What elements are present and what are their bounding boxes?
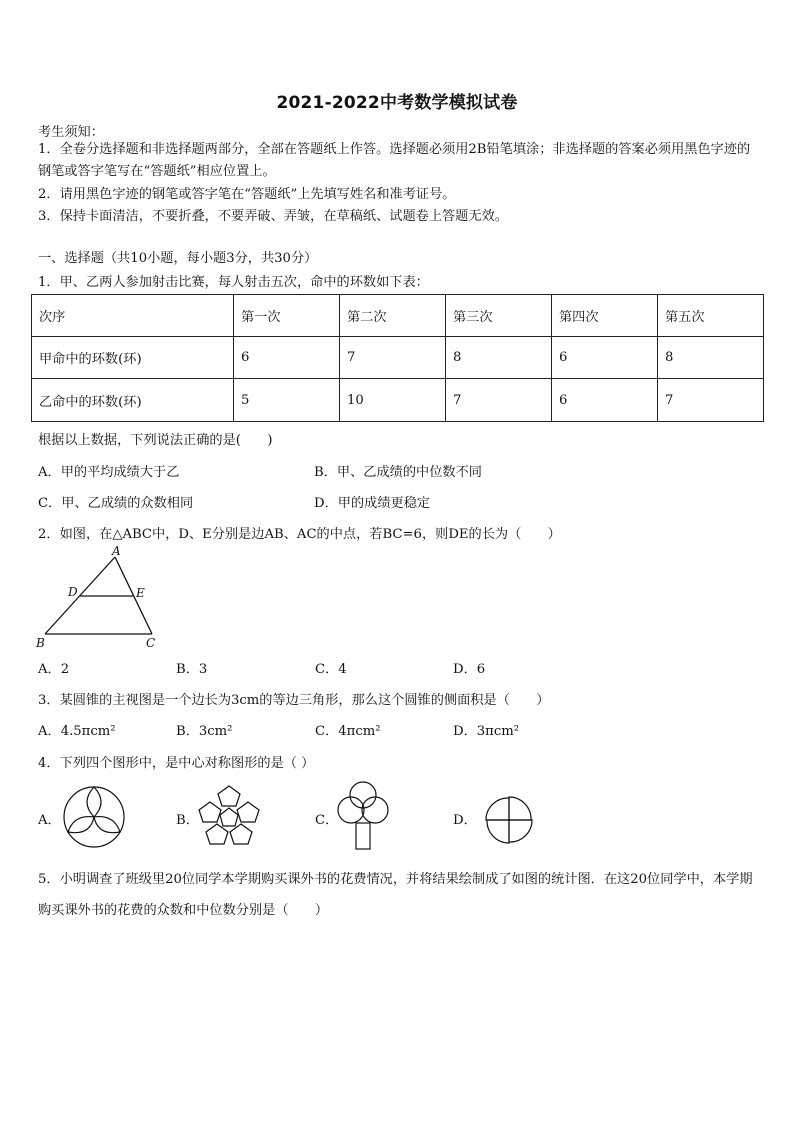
table-cell: 甲命中的环数(环) [32, 337, 234, 379]
table-row [32, 337, 764, 379]
pinwheel-icon [476, 794, 542, 846]
table-header-row [32, 295, 764, 337]
label-c: C [146, 636, 156, 650]
table-cell: 5 [234, 379, 340, 422]
q2-option-b[interactable]: B．3 [176, 662, 208, 677]
table-header-cell: 第五次 [658, 295, 764, 337]
label-e: E [136, 586, 145, 600]
table-cell: 乙命中的环数(环) [32, 379, 234, 422]
q3-stem: 3．某圆锥的主视图是一个边长为3cm的等边三角形，那么这个圆锥的侧面积是（ ） [38, 693, 550, 708]
q1-question: 根据以上数据，下列说法正确的是( ) [38, 433, 273, 448]
table-header-cell: 第二次 [340, 295, 446, 337]
q2-option-d[interactable]: D．6 [453, 662, 486, 677]
q4-option-c[interactable]: C． [315, 813, 339, 828]
q4-option-b[interactable]: B． [176, 813, 199, 828]
label-b: B [36, 636, 45, 650]
pentagon-ring-icon [197, 784, 261, 850]
notice-heading: 考生须知： [38, 125, 104, 140]
table-cell: 7 [658, 379, 764, 422]
q1-stem: 1．甲、乙两人参加射击比赛，每人射击五次，命中的环数如下表： [38, 275, 429, 290]
table-row [32, 379, 764, 422]
q2-option-c[interactable]: C．4 [315, 662, 347, 677]
table-header-cell: 第一次 [234, 295, 340, 337]
three-petal-circle-icon [60, 784, 128, 850]
page-title: 2021-2022中考数学模拟试卷 [276, 93, 518, 113]
q3-option-b[interactable]: B．3cm² [176, 724, 233, 739]
q2-triangle-figure [34, 543, 164, 651]
q1-option-a[interactable]: A．甲的平均成绩大于乙 [38, 465, 180, 480]
three-circles-square-icon [334, 780, 392, 852]
q4-stem: 4．下列四个图形中，是中心对称图形的是（ ） [38, 756, 315, 771]
q2-stem: 2．如图，在△ABC中，D、E分别是边AB、AC的中点，若BC=6，则DE的长为（ ） [38, 527, 561, 542]
q3-option-a[interactable]: A．4.5πcm² [38, 724, 116, 739]
table-header-cell: 次序 [32, 295, 234, 337]
table-header-cell: 第三次 [446, 295, 552, 337]
section-heading: 一、选择题（共10小题，每小题3分，共30分） [38, 251, 318, 266]
label-a: A [112, 544, 121, 558]
notice-item-2: 2．请用黑色字迹的钢笔或答字笔在“答题纸”上先填写姓名和准考证号。 [38, 187, 456, 202]
notice-item-3: 3．保持卡面清洁，不要折叠，不要弄破、弄皱，在草稿纸、试题卷上答题无效。 [38, 209, 508, 224]
q3-option-c[interactable]: C．4πcm² [315, 724, 381, 739]
q3-option-d[interactable]: D．3πcm² [453, 724, 519, 739]
q4-option-d[interactable]: D． [453, 813, 477, 828]
table-cell: 6 [552, 379, 658, 422]
table-cell: 10 [340, 379, 446, 422]
table-cell: 6 [552, 337, 658, 379]
q1-score-table [31, 294, 764, 422]
q5-stem: 5．小明调查了班级里20位同学本学期购买课外书的花费情况，并将结果绘制成了如图的统计图．在这20位同学中，本学期购买课外书的花费的众数和中位数分别是（ ） [38, 872, 753, 918]
q1-option-c[interactable]: C．甲、乙成绩的众数相同 [38, 496, 194, 511]
table-cell: 8 [658, 337, 764, 379]
q1-option-b[interactable]: B．甲、乙成绩的中位数不同 [314, 465, 482, 480]
label-d: D [68, 585, 78, 599]
table-header-cell: 第四次 [552, 295, 658, 337]
table-cell: 7 [446, 379, 552, 422]
q4-option-a[interactable]: A． [38, 813, 61, 828]
table-cell: 6 [234, 337, 340, 379]
table-cell: 8 [446, 337, 552, 379]
table-cell: 7 [340, 337, 446, 379]
q1-option-d[interactable]: D．甲的成绩更稳定 [314, 496, 431, 511]
notice-item-1: 1．全卷分选择题和非选择题两部分，全部在答题纸上作答。选择题必须用2B铅笔填涂；非选择题的答案必须用黑色字迹的钢笔或答字笔写在“答题纸”相应位置上。 [38, 142, 751, 179]
q2-option-a[interactable]: A．2 [38, 662, 70, 677]
